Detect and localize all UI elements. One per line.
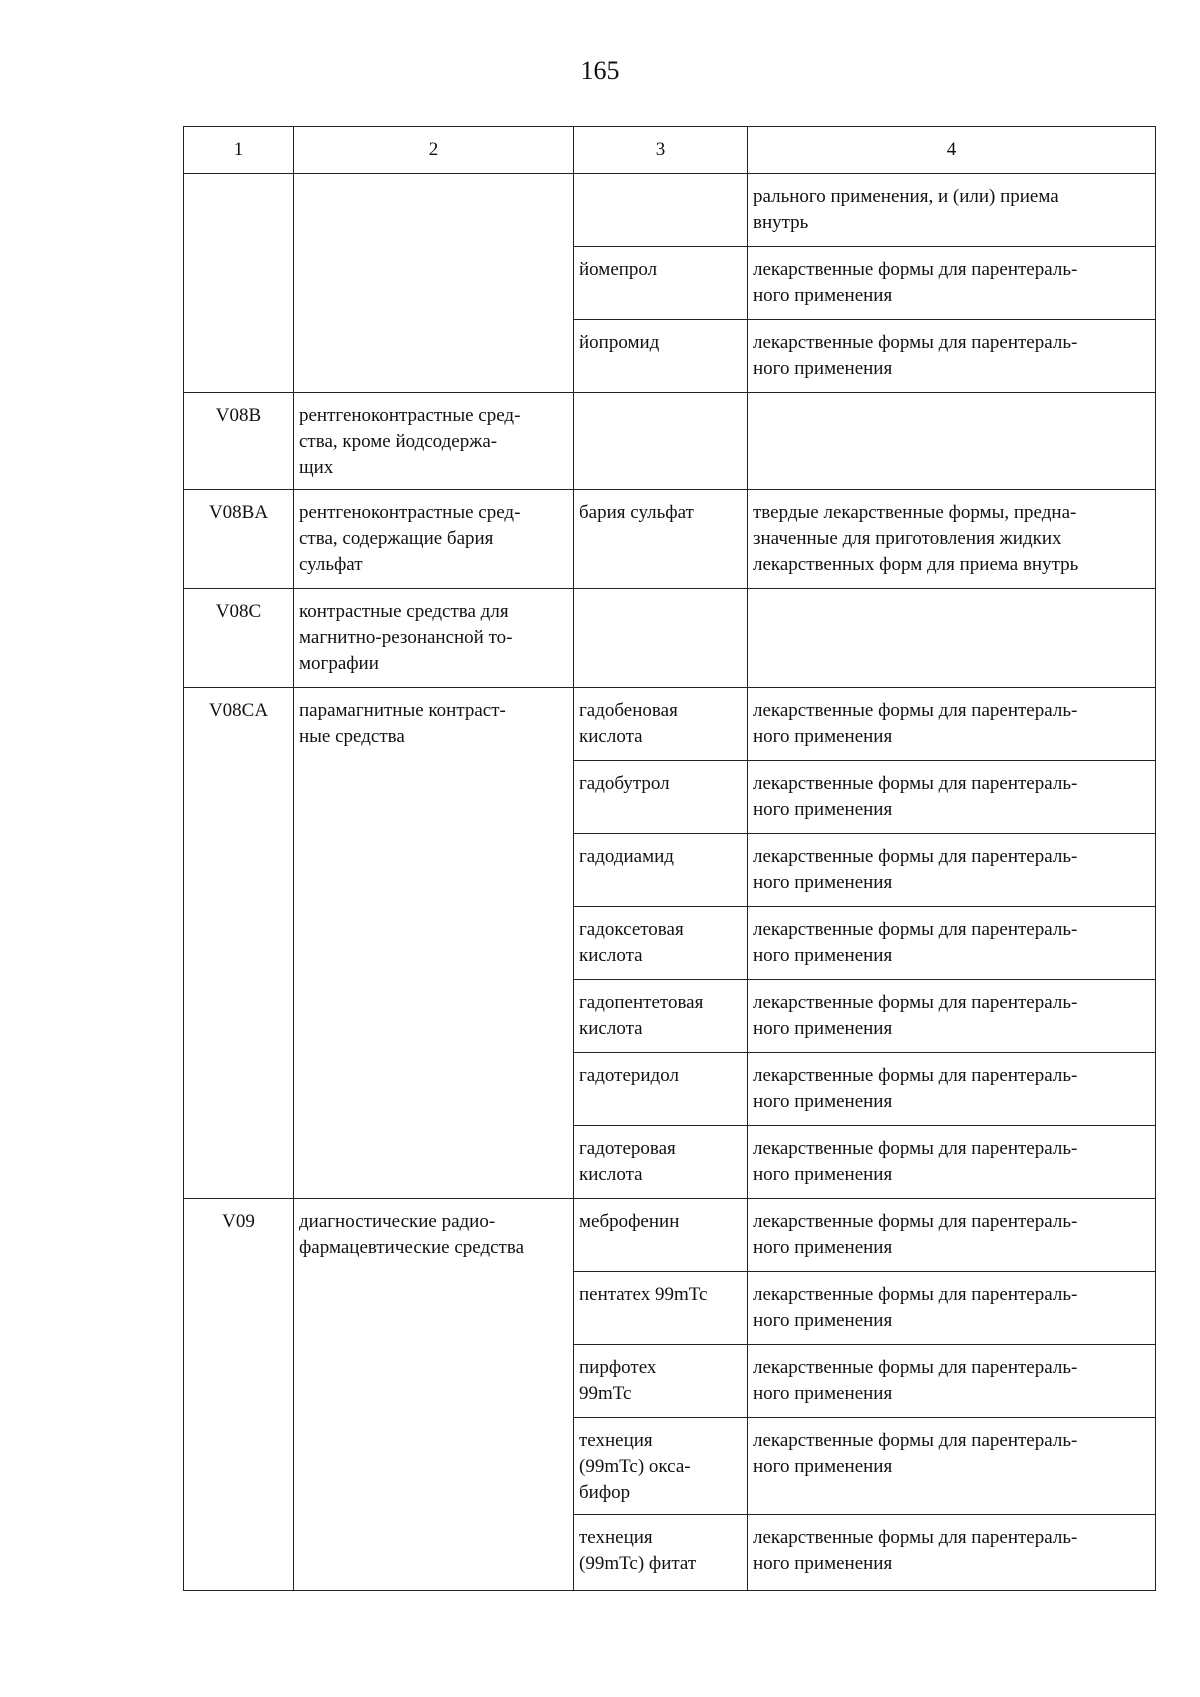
atc-code: V08C [184,589,294,688]
drug-cell: гадобеновая кислота [574,688,748,761]
form-cell: лекарственные формы для парентераль- ного применения [748,1418,1156,1515]
drug-cell [574,393,748,490]
drug-cell: гадоксетовая кислота [574,907,748,980]
drug-cell: йопромид [574,320,748,393]
drug-table [183,126,1156,1591]
form-cell: твердые лекарственные формы, предна- значенные для приготовления жидких лекарственных форм для приема внутрь [748,490,1156,589]
header-row [184,127,1156,174]
column-header: 3 [574,127,748,174]
form-cell: лекарственные формы для парентераль- ного применения [748,1199,1156,1272]
atc-code: V08CA [184,688,294,1199]
form-cell [748,393,1156,490]
form-cell: лекарственные формы для парентераль- ного применения [748,907,1156,980]
column-header: 1 [184,127,294,174]
form-cell: лекарственные формы для парентераль- ного применения [748,761,1156,834]
form-cell: лекарственные формы для парентераль- ного применения [748,1515,1156,1591]
atc-code: V08B [184,393,294,490]
form-cell: лекарственные формы для парентераль- ного применения [748,1126,1156,1199]
drug-cell: гадодиамид [574,834,748,907]
table-row [184,490,1156,589]
group-name: парамагнитные контраст- ные средства [294,688,574,1199]
group-name: рентгеноконтрастные сред- ства, содержащие бария сульфат [294,490,574,589]
form-cell: лекарственные формы для парентераль- ного применения [748,247,1156,320]
form-cell: лекарственные формы для парентераль- ного применения [748,688,1156,761]
column-header: 2 [294,127,574,174]
group-name: рентгеноконтрастные сред- ства, кроме йодсодержа- щих [294,393,574,490]
drug-cell: йомепрол [574,247,748,320]
drug-cell: бария сульфат [574,490,748,589]
group-name: диагностические радио- фармацевтические средства [294,1199,574,1591]
drug-cell: гадотеридол [574,1053,748,1126]
drug-cell: меброфенин [574,1199,748,1272]
code-cell [184,174,294,393]
drug-cell: пирфотех 99mTc [574,1345,748,1418]
group-name-cell [294,174,574,393]
form-cell: лекарственные формы для парентераль- ного применения [748,834,1156,907]
form-cell: лекарственные формы для парентераль- ного применения [748,320,1156,393]
atc-code: V08BA [184,490,294,589]
drug-cell: гадотеровая кислота [574,1126,748,1199]
drug-cell: гадобутрол [574,761,748,834]
group-name: контрастные средства для магнитно-резонансной то- мографии [294,589,574,688]
page-number: 165 [580,56,620,85]
drug-cell: гадопентетовая кислота [574,980,748,1053]
drug-cell [574,174,748,247]
table-row [184,393,1156,490]
drug-cell: пентатех 99mTc [574,1272,748,1345]
drug-cell: технеция (99mTc) фитат [574,1515,748,1591]
form-cell: лекарственные формы для парентераль- ного применения [748,980,1156,1053]
table-row [184,688,1156,761]
form-cell: лекарственные формы для парентераль- ного применения [748,1345,1156,1418]
table-row [184,589,1156,688]
form-cell [748,589,1156,688]
table-row [184,174,1156,247]
table-row [184,1199,1156,1272]
atc-code: V09 [184,1199,294,1591]
form-cell: рального применения, и (или) приема внутрь [748,174,1156,247]
form-cell: лекарственные формы для парентераль- ного применения [748,1272,1156,1345]
column-header: 4 [748,127,1156,174]
form-cell: лекарственные формы для парентераль- ного применения [748,1053,1156,1126]
drug-cell: технеция (99mTc) окса- бифор [574,1418,748,1515]
drug-cell [574,589,748,688]
